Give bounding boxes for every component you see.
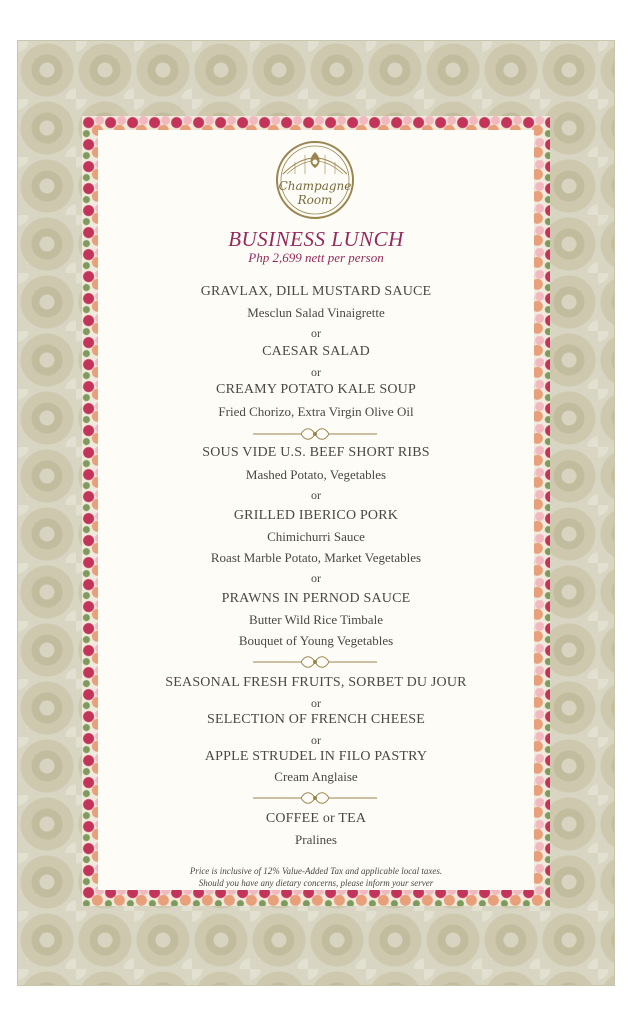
or-separator: or: [311, 696, 321, 710]
logo-text-champagne: Champagne: [278, 179, 352, 193]
course-iberico-pork: GRILLED IBERICO PORK: [233, 508, 399, 523]
course-gravlax: GRAVLAX, DILL MUSTARD SAUCE: [200, 284, 432, 299]
dietary-notice: Should you have any dietary concerns, please inform your server: [198, 878, 434, 888]
menu-price: Php 2,699 nett per person: [248, 250, 384, 265]
course-description: Pralines: [295, 832, 337, 847]
course-short-ribs: SOUS VIDE U.S. BEEF SHORT RIBS: [202, 445, 430, 460]
course-description: Fried Chorizo, Extra Virgin Olive Oil: [218, 404, 414, 419]
course-dessert-strudel: APPLE STRUDEL IN FILO PASTRY: [204, 749, 428, 764]
champagne-room-logo: [275, 140, 355, 220]
course-description: Cream Anglaise: [274, 769, 358, 784]
course-description: Bouquet of Young Vegetables: [238, 633, 394, 648]
course-description: Roast Marble Potato, Market Vegetables: [210, 550, 422, 565]
or-separator: or: [311, 733, 321, 747]
course-description: Mesclun Salad Vinaigrette: [247, 305, 385, 320]
ornament-divider: [251, 791, 379, 805]
tax-notice: Price is inclusive of 12% Value-Added Tax and applicable local taxes.: [189, 866, 443, 876]
menu-title: BUSINESS LUNCH: [228, 227, 404, 251]
course-dessert-fruits: SEASONAL FRESH FRUITS, SORBET DU JOUR: [165, 675, 467, 690]
course-dessert-cheese: SELECTION OF FRENCH CHEESE: [207, 712, 425, 727]
course-description: Butter Wild Rice Timbale: [249, 612, 383, 627]
logo-text-room: Room: [297, 193, 333, 207]
ornament-divider: [251, 655, 379, 669]
or-separator: or: [311, 571, 321, 585]
or-separator: or: [311, 326, 321, 340]
ornament-divider: [251, 427, 379, 441]
course-potato-soup: CREAMY POTATO KALE SOUP: [216, 382, 416, 397]
or-separator: or: [311, 488, 321, 502]
course-description: Chimichurri Sauce: [267, 529, 365, 544]
course-caesar: CAESAR SALAD: [262, 344, 370, 359]
course-description: Mashed Potato, Vegetables: [245, 467, 387, 482]
or-separator: or: [311, 365, 321, 379]
course-coffee-tea: COFFEE or TEA: [265, 811, 367, 826]
course-prawns: PRAWNS IN PERNOD SAUCE: [221, 591, 411, 606]
